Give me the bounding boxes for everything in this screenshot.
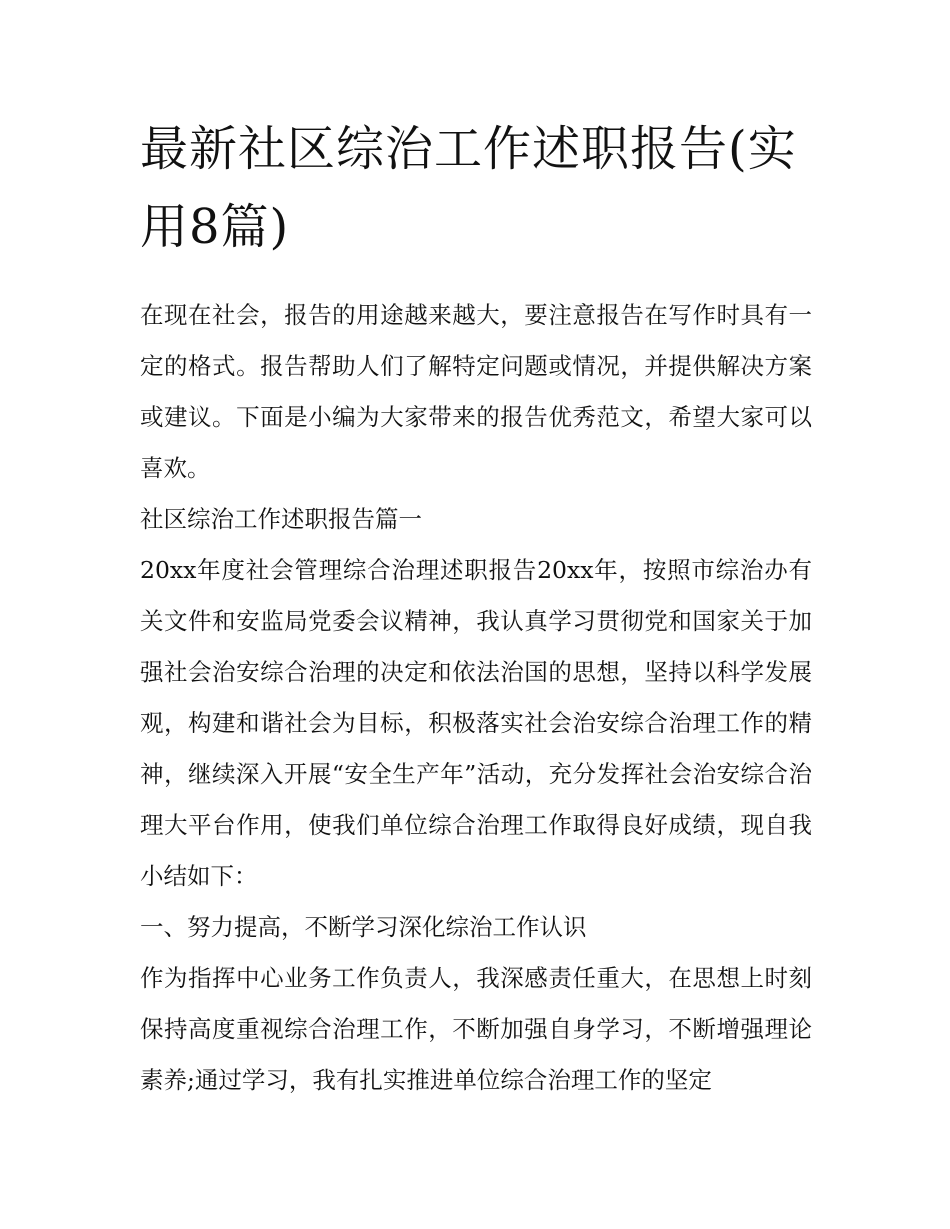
document-page — [140, 110, 812, 1106]
subheading: 一、努力提高，不断学习深化综治工作认识 — [140, 913, 587, 941]
section-heading: 社区综治工作述职报告篇一 — [140, 505, 422, 533]
body-paragraph: 作为指挥中心业务工作负责人，我深感责任重大，在思想上时刻保持高度重视综合治理工作，不断加强自身学习，不断增强理论素养;通过学习，我有扎实推进单位综合治理工作的坚定 — [140, 964, 812, 1094]
intro-paragraph: 在现在社会，报告的用途越来越大，要注意报告在写作时具有一定的格式。报告帮助人们了解特定问题或情况，并提供解决方案或建议。下面是小编为大家带来的报告优秀范文，希望大家可以喜欢。 — [140, 301, 812, 482]
body-paragraph: 20xx年度社会管理综合治理述职报告20xx年，按照市综治办有关文件和安监局党委会议精神，我认真学习贯彻党和国家关于加强社会治安综合治理的决定和依法治国的思想，坚持以科学发展观，构建和谐社会为目标，积极落实社会治安综合治理工作的精神，继续深入开展“安全生产年”活动，充分发挥社会治安综合治理大平台作用，使我们单位综合治理工作取得良好成绩，现自我小结如下： — [140, 556, 812, 890]
document-title: 最新社区综治工作述职报告(实用8篇) — [140, 121, 797, 255]
